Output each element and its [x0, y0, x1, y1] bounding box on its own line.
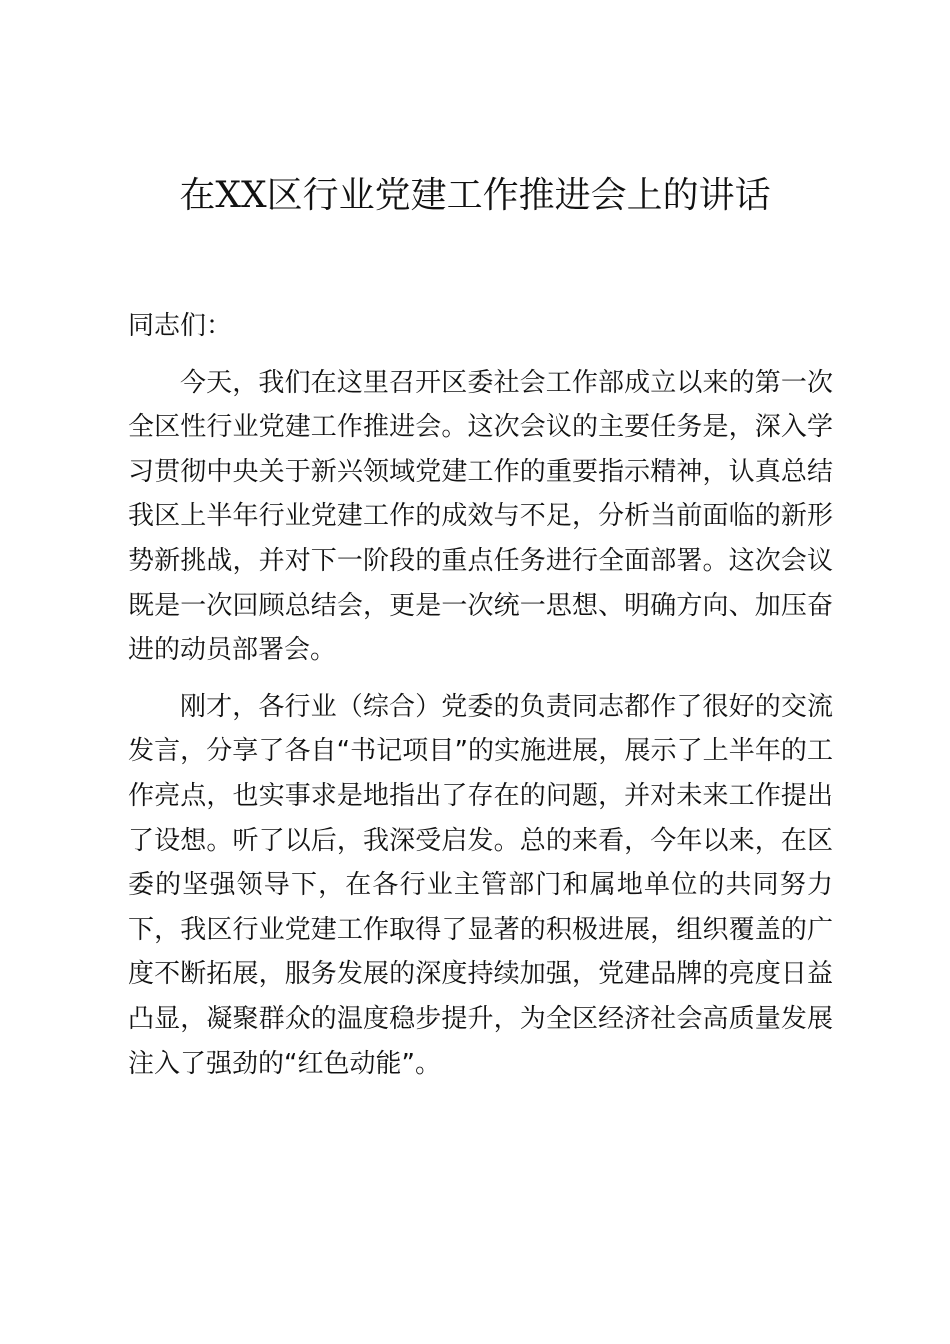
paragraph-2: 刚才，各行业（综合）党委的负责同志都作了很好的交流发言，分享了各自“书记项目”的实施进展，展示了上半年的工作亮点，也实事求是地指出了存在的问题，并对未来工作提出了设想。听了以后，我深受启发。总的来看，今年以来，在区委的坚强领导下，在各行业主管部门和属地单位的共同努力下，我区行业党建工作取得了显著的积极进展，组织覆盖的广度不断拓展，服务发展的深度持续加强，党建品牌的亮度日益凸显，凝聚群众的温度稳步提升，为全区经济社会高质量发展注入了强劲的“红色动能”。	[128, 691, 833, 1079]
salutation: 同志们：	[128, 311, 233, 341]
document-body	[128, 304, 833, 1098]
document-title: 在XX区行业党建工作推进会上的讲话	[179, 175, 771, 216]
paragraph-1: 今天，我们在这里召开区委社会工作部成立以来的第一次全区性行业党建工作推进会。这次会议的主要任务是，深入学习贯彻中央关于新兴领域党建工作的重要指示精神，认真总结我区上半年行业党建工作的成效与不足，分析当前面临的新形势新挑战，并对下一阶段的重点任务进行全面部署。这次会议既是一次回顾总结会，更是一次统一思想、明确方向、加压奋进的动员部署会。	[128, 367, 833, 666]
